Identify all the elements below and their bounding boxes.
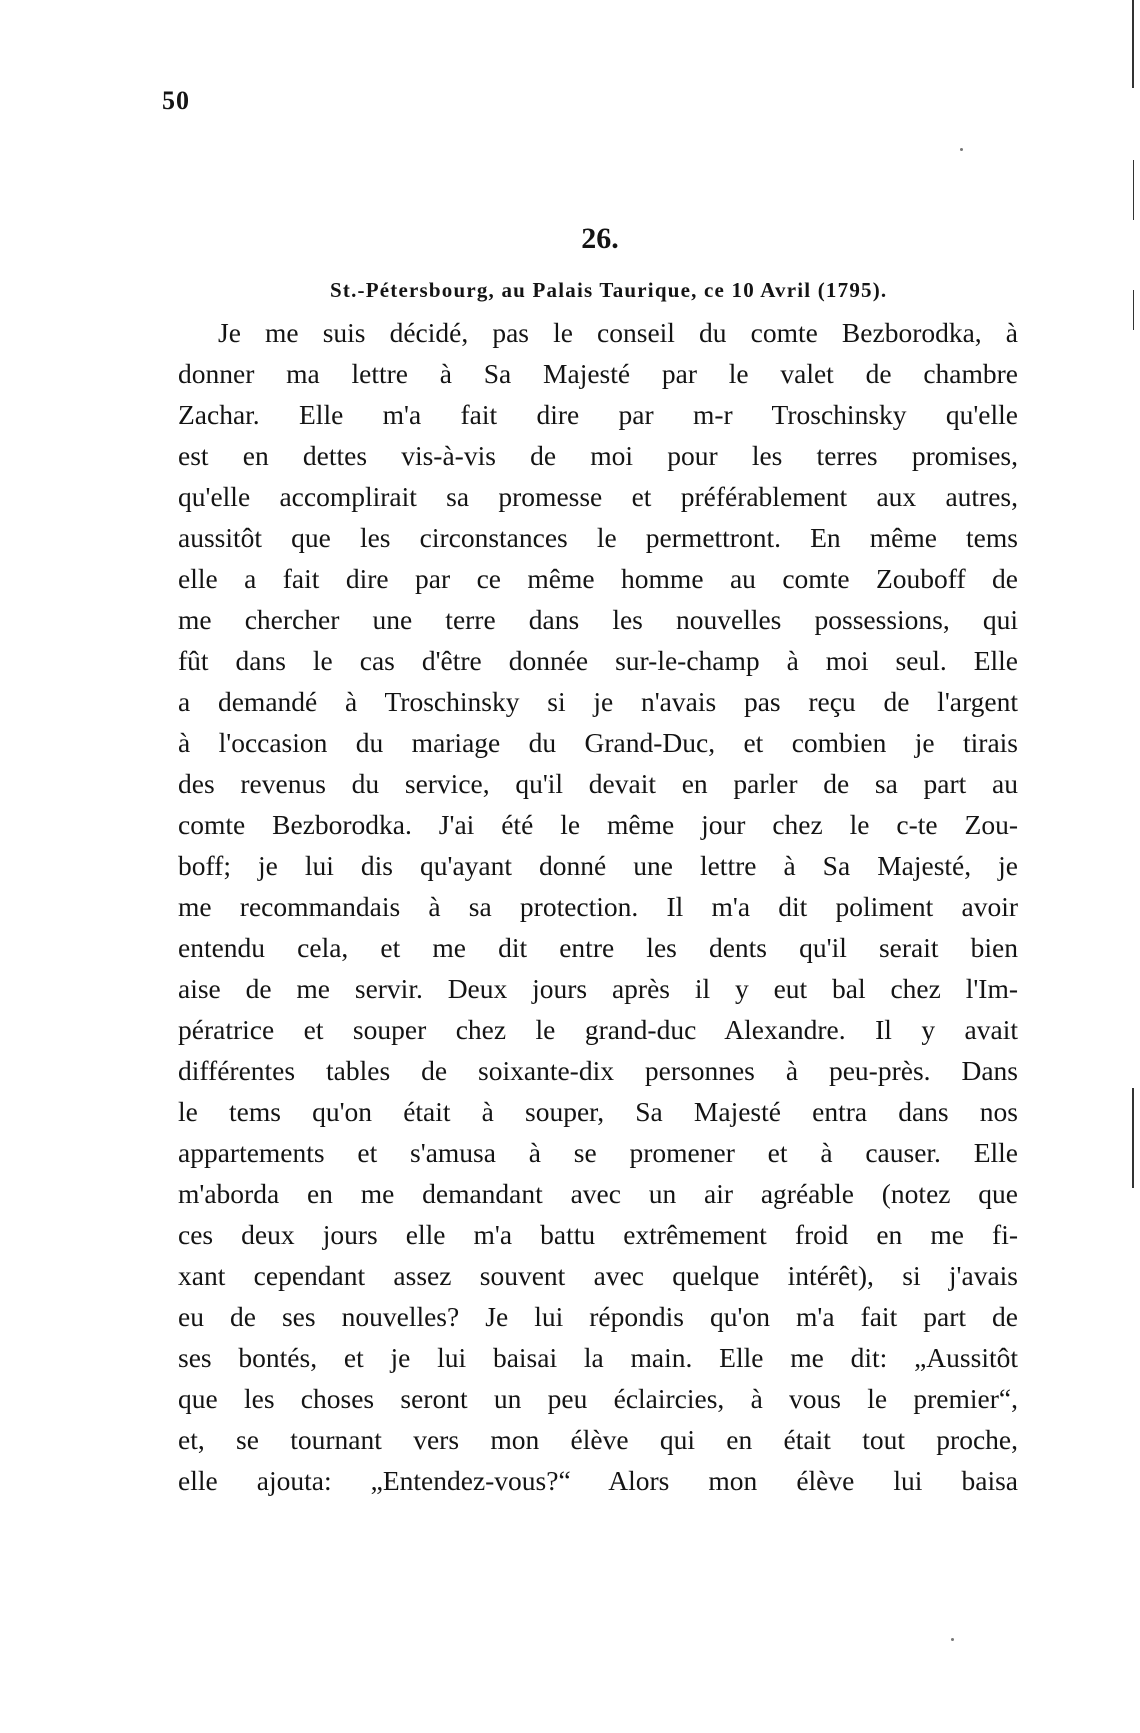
- text-line: a demandé à Troschinsky si je n'avais pas reçu de l'argent: [178, 686, 1018, 717]
- scan-edge-mark: [1133, 290, 1134, 330]
- text-line: aise de me servir. Deux jours après il y eut bal chez l'Im-: [178, 973, 1018, 1004]
- text-line: le tems qu'on était à souper, Sa Majesté entra dans nos: [178, 1096, 1018, 1127]
- text-line: que les choses seront un peu éclaircies, à vous le premier“,: [178, 1383, 1018, 1414]
- text-line: est en dettes vis-à-vis de moi pour les terres promises,: [178, 440, 1018, 471]
- text-line: elle ajouta: „Entendez-vous?“ Alors mon élève lui baisa: [178, 1465, 1018, 1496]
- text-line: différentes tables de soixante-dix personnes à peu-près. Dans: [178, 1055, 1018, 1086]
- text-line: et, se tournant vers mon élève qui en était tout proche,: [178, 1424, 1018, 1455]
- text-line: xant cependant assez souvent avec quelque intérêt), si j'avais: [178, 1260, 1018, 1291]
- text-line: des revenus du service, qu'il devait en parler de sa part au: [178, 768, 1018, 799]
- text-line: me chercher une terre dans les nouvelles possessions, qui: [178, 604, 1018, 635]
- text-line: Je me suis décidé, pas le conseil du comte Bezborodka, à: [218, 317, 1018, 348]
- scan-edge-mark: [1132, 0, 1134, 88]
- scan-speck: [960, 148, 963, 151]
- scan-edge-mark: [1132, 1088, 1134, 1188]
- text-line: ses bontés, et je lui baisai la main. Elle me dit: „Aussitôt: [178, 1342, 1018, 1373]
- text-line: entendu cela, et me dit entre les dents qu'il serait bien: [178, 932, 1018, 963]
- text-line: aussitôt que les circonstances le permettront. En même tems: [178, 522, 1018, 553]
- text-line: qu'elle accomplirait sa promesse et préférablement aux autres,: [178, 481, 1018, 512]
- text-line: fût dans le cas d'être donnée sur-le-champ à moi seul. Elle: [178, 645, 1018, 676]
- text-line: elle a fait dire par ce même homme au comte Zouboff de: [178, 563, 1018, 594]
- text-line: à l'occasion du mariage du Grand-Duc, et combien je tirais: [178, 727, 1018, 758]
- entry-number: 26.: [581, 222, 619, 255]
- text-line: boff; je lui dis qu'ayant donné une lettre à Sa Majesté, je: [178, 850, 1018, 881]
- scan-speck: [951, 1638, 954, 1641]
- dateline: St.-Pétersbourg, au Palais Taurique, ce 10 Avril (1795).: [330, 278, 888, 302]
- text-line: Zachar. Elle m'a fait dire par m-r Troschinsky qu'elle: [178, 399, 1018, 430]
- text-line: m'aborda en me demandant avec un air agréable (notez que: [178, 1178, 1018, 1209]
- scan-edge-mark: [1133, 160, 1134, 220]
- text-line: appartements et s'amusa à se promener et à causer. Elle: [178, 1137, 1018, 1168]
- text-line: comte Bezborodka. J'ai été le même jour chez le c-te Zou-: [178, 809, 1018, 840]
- text-line: donner ma lettre à Sa Majesté par le valet de chambre: [178, 358, 1018, 389]
- text-line: me recommandais à sa protection. Il m'a dit poliment avoir: [178, 891, 1018, 922]
- text-line: eu de ses nouvelles? Je lui répondis qu'on m'a fait part de: [178, 1301, 1018, 1332]
- text-line: pératrice et souper chez le grand-duc Alexandre. Il y avait: [178, 1014, 1018, 1045]
- body-text: [178, 312, 1018, 1501]
- text-line: ces deux jours elle m'a battu extrêmement froid en me fi-: [178, 1219, 1018, 1250]
- page-number: 50: [162, 86, 190, 115]
